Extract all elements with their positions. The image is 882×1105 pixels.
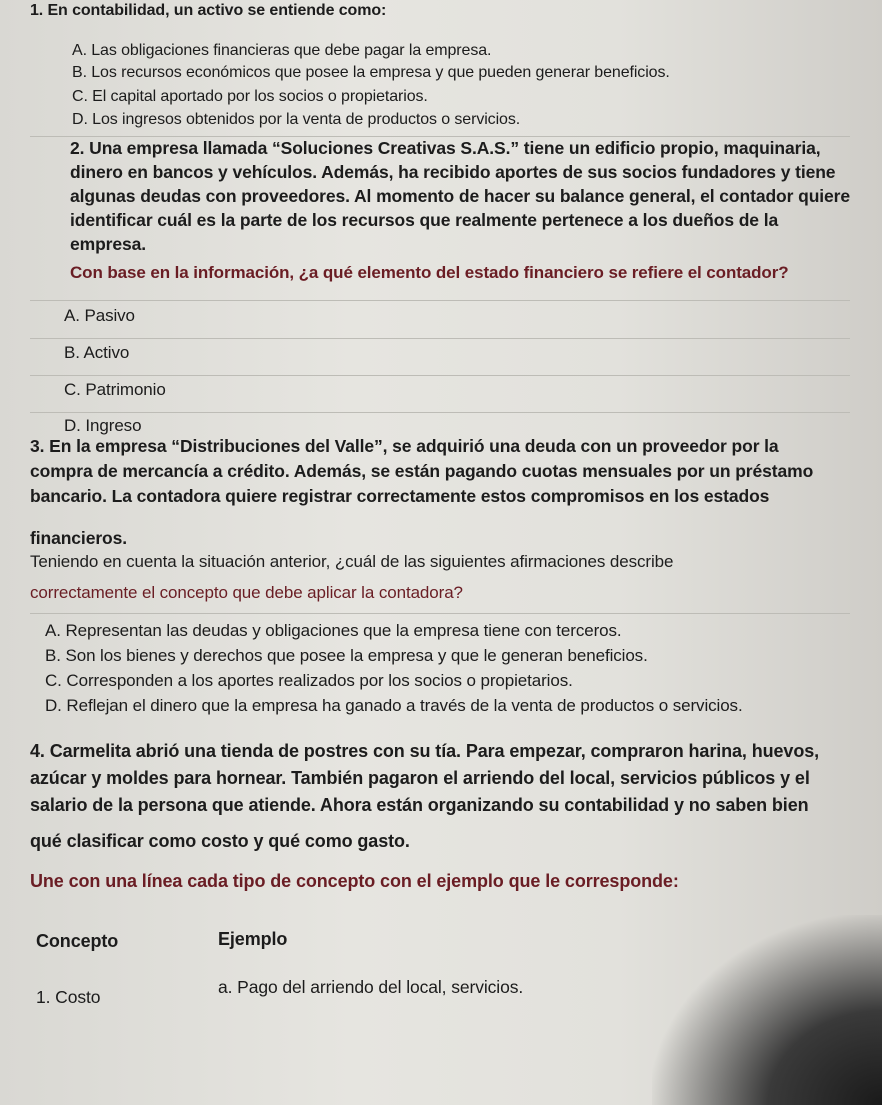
photo-shadow [652,915,882,1105]
matching-concept-item[interactable]: 1. Costo [36,987,101,1007]
question-2-stem-line: algunas deudas con proveedores. Al momento de hacer su balance general, el contador quiere [70,186,851,206]
question-2-option-a[interactable]: A. Pasivo [64,306,135,325]
question-3-stem-line: compra de mercancía a crédito. Además, se están pagando cuotas mensuales por un préstamo [30,461,814,481]
question-2-option-b[interactable]: B. Activo [64,343,130,362]
paper-rule [30,300,850,301]
question-4-stem-line: salario de la persona que atiende. Ahora están organizando su contabilidad y no saben bien [30,795,809,815]
question-3-option-b[interactable]: B. Son los bienes y derechos que posee la empresa y que le generan beneficios. [45,646,648,665]
paper-rule [30,338,850,339]
question-3-option-c[interactable]: C. Corresponden a los aportes realizados por los socios o propietarios. [45,671,573,690]
question-2-stem-line: 2. Una empresa llamada “Soluciones Creativas S.A.S.” tiene un edificio propio, maquinaria, [70,138,821,158]
question-2-stem-line: identificar cuál es la parte de los recursos que realmente pertenece a los dueños de la [70,210,779,230]
question-1-stem: 1. En contabilidad, un activo se entiende como: [30,2,387,19]
paper-rule [30,613,850,614]
question-4-stem-line: qué clasificar como costo y qué como gasto. [30,831,410,851]
question-3-prompt-line: correctamente el concepto que debe aplicar la contadora? [30,583,463,602]
question-1-option-c[interactable]: C. El capital aportado por los socios o propietarios. [72,88,428,105]
question-2-option-c[interactable]: C. Patrimonio [64,380,166,399]
question-2-stem-line: dinero en bancos y vehículos. Además, ha recibido aportes de sus socios fundadores y tiene [70,162,836,182]
question-1-option-d[interactable]: D. Los ingresos obtenidos por la venta de productos o servicios. [72,111,521,128]
matching-example-item[interactable]: a. Pago del arriendo del local, servicios. [218,977,524,997]
question-3-stem-line: bancario. La contadora quiere registrar correctamente estos compromisos en los estados [30,486,770,506]
question-4-stem-line: 4. Carmelita abrió una tienda de postres con su tía. Para empezar, compraron harina, huevos, [30,741,820,761]
question-1-option-a[interactable]: A. Las obligaciones financieras que debe pagar la empresa. [72,42,492,59]
question-4-stem-line: azúcar y moldes para hornear. También pagaron el arriendo del local, servicios públicos y el [30,768,810,788]
question-2-option-d[interactable]: D. Ingreso [64,416,142,435]
question-3-stem-line: financieros. [30,528,128,548]
paper-rule [30,412,850,413]
question-3-stem-line: 3. En la empresa “Distribuciones del Valle”, se adquirió una deuda con un proveedor por la [30,436,779,456]
matching-header-concept: Concepto [36,931,119,951]
matching-header-example: Ejemplo [218,929,288,949]
paper-rule [30,136,850,137]
question-3-option-d[interactable]: D. Reflejan el dinero que la empresa ha ganado a través de la venta de productos o servicios. [45,696,743,715]
question-2-prompt: Con base en la información, ¿a qué elemento del estado financiero se refiere el contador? [70,263,789,282]
question-4-prompt: Une con una línea cada tipo de concepto con el ejemplo que le corresponde: [30,871,679,891]
question-3-option-a[interactable]: A. Representan las deudas y obligaciones que la empresa tiene con terceros. [45,621,622,640]
question-2-stem-line: empresa. [70,234,147,254]
paper-rule [30,375,850,376]
question-3-prompt-line: Teniendo en cuenta la situación anterior, ¿cuál de las siguientes afirmaciones describe [30,552,674,571]
question-1-option-b[interactable]: B. Los recursos económicos que posee la empresa y que pueden generar beneficios. [72,64,670,81]
